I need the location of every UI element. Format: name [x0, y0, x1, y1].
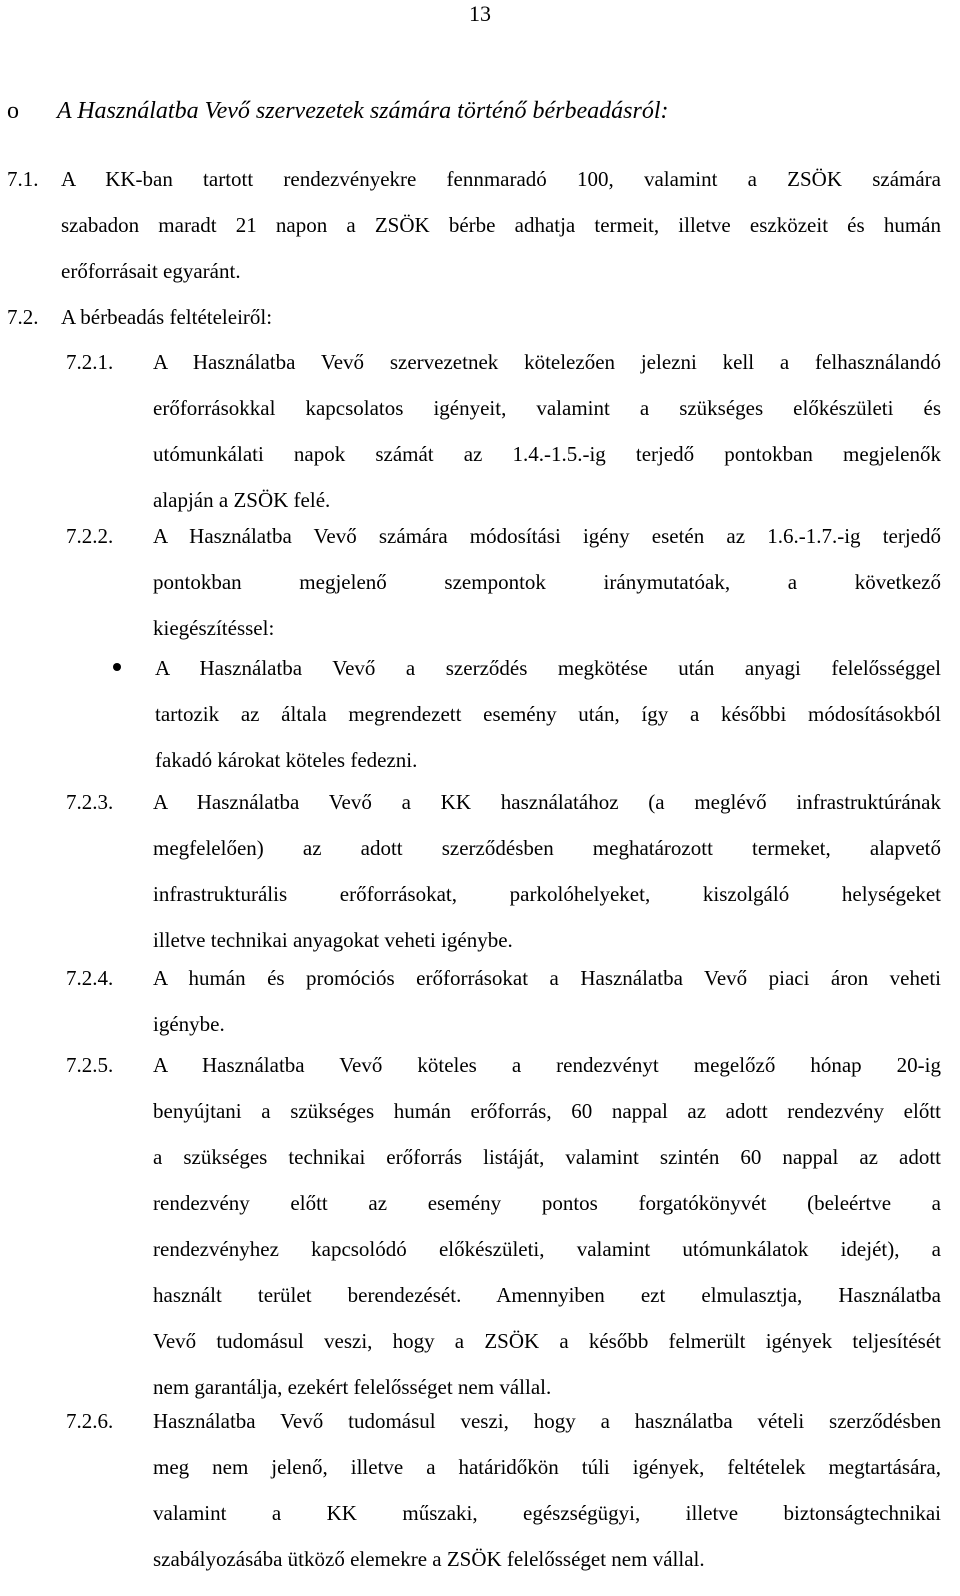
paragraph-7-2-2 — [66, 513, 941, 651]
section-heading — [7, 98, 668, 125]
paragraph-line: valamint a KK műszaki, egészségügyi, illetve biztonságtechnikai — [153, 1501, 941, 1525]
paragraph-line: Vevő tudomásul veszi, hogy a ZSÖK a később felmerült igények teljesítését — [153, 1329, 941, 1353]
paragraph-line: rendezvényhez kapcsolódó előkészületi, valamint utómunkálatok idejét), a — [153, 1237, 941, 1261]
paragraph-7-2 — [7, 294, 272, 340]
paragraph-line: a szükséges technikai erőforrás listáját, valamint szintén 60 nappal az adott — [153, 1145, 941, 1169]
bullet-item — [113, 645, 941, 783]
paragraph-line: utómunkálati napok számát az 1.4.-1.5.-ig terjedő pontokban megjelenők — [153, 442, 941, 466]
paragraph-7-1 — [7, 156, 941, 294]
paragraph-line: illetve technikai anyagokat veheti igénybe. — [153, 928, 513, 952]
paragraph-number: 7.2. — [7, 305, 39, 329]
paragraph-line: pontokban megjelenő szempontok iránymutatóak, a következő — [153, 570, 941, 594]
bullet-dot-icon — [113, 663, 121, 671]
paragraph-7-2-5 — [66, 1042, 941, 1410]
paragraph-7-2-1 — [66, 339, 941, 523]
paragraph-number: 7.2.5. — [66, 1053, 114, 1077]
bullet-line: tartozik az általa megrendezett esemény után, így a későbbi módosításokból — [155, 702, 941, 726]
paragraph-line: szabadon maradt 21 napon a ZSÖK bérbe adhatja termeit, illetve eszközeit és humán — [61, 213, 941, 237]
paragraph-line: meg nem jelenő, illetve a határidőkön túli igények, feltételek megtartására, — [153, 1455, 941, 1479]
paragraph-7-2-6 — [66, 1398, 941, 1582]
paragraph-line: A Használatba Vevő köteles a rendezvényt megelőző hónap 20-ig — [153, 1053, 941, 1077]
paragraph-line: használt terület berendezését. Amennyiben ezt elmulasztja, Használatba — [153, 1283, 941, 1307]
paragraph-line: A humán és promóciós erőforrásokat a Használatba Vevő piaci áron veheti — [153, 966, 941, 990]
paragraph-line: Használatba Vevő tudomásul veszi, hogy a használatba vételi szerződésben — [153, 1409, 941, 1433]
bullet-line: fakadó károkat köteles fedezni. — [155, 748, 418, 772]
paragraph-number: 7.1. — [7, 167, 39, 191]
paragraph-7-2-4 — [66, 955, 941, 1047]
paragraph-line: A Használatba Vevő számára módosítási igény esetén az 1.6.-1.7.-ig terjedő — [153, 524, 941, 548]
paragraph-title: A bérbeadás feltételeiről: — [61, 305, 273, 329]
paragraph-number: 7.2.6. — [66, 1409, 114, 1433]
heading-title: A Használatba Vevő szervezetek számára történő bérbeadásról: — [57, 98, 669, 124]
paragraph-line: igénybe. — [153, 1012, 225, 1036]
paragraph-line: kiegészítéssel: — [153, 616, 275, 640]
paragraph-line: szabályozásába ütköző elemekre a ZSÖK felelősséget nem vállal. — [153, 1547, 705, 1571]
paragraph-number: 7.2.2. — [66, 524, 114, 548]
paragraph-line: erőforrásokkal kapcsolatos igényeit, valamint a szükséges előkészületi és — [153, 396, 941, 420]
paragraph-number: 7.2.3. — [66, 790, 114, 814]
paragraph-line: A Használatba Vevő a KK használatához (a meglévő infrastruktúrának — [153, 790, 941, 814]
heading-bullet-marker: o — [7, 98, 19, 124]
paragraph-7-2-3 — [66, 779, 941, 963]
bullet-line: A Használatba Vevő a szerződés megkötése után anyagi felelősséggel — [155, 656, 941, 680]
page-number: 13 — [469, 1, 491, 26]
paragraph-line: A KK-ban tartott rendezvényekre fennmaradó 100, valamint a ZSÖK számára — [61, 167, 941, 191]
paragraph-line: infrastrukturális erőforrásokat, parkolóhelyeket, kiszolgáló helységeket — [153, 882, 941, 906]
paragraph-line: erőforrásait egyaránt. — [61, 259, 241, 283]
paragraph-line: alapján a ZSÖK felé. — [153, 488, 331, 512]
paragraph-number: 7.2.4. — [66, 966, 114, 990]
paragraph-line: A Használatba Vevő szervezetnek kötelezően jelezni kell a felhasználandó — [153, 350, 941, 374]
paragraph-number: 7.2.1. — [66, 350, 114, 374]
paragraph-line: nem garantálja, ezekért felelősséget nem vállal. — [153, 1375, 552, 1399]
paragraph-line: megfelelően) az adott szerződésben meghatározott termeket, alapvető — [153, 836, 941, 860]
paragraph-line: rendezvény előtt az esemény pontos forgatókönyvét (beleértve a — [153, 1191, 941, 1215]
paragraph-line: benyújtani a szükséges humán erőforrás, 60 nappal az adott rendezvény előtt — [153, 1099, 941, 1123]
